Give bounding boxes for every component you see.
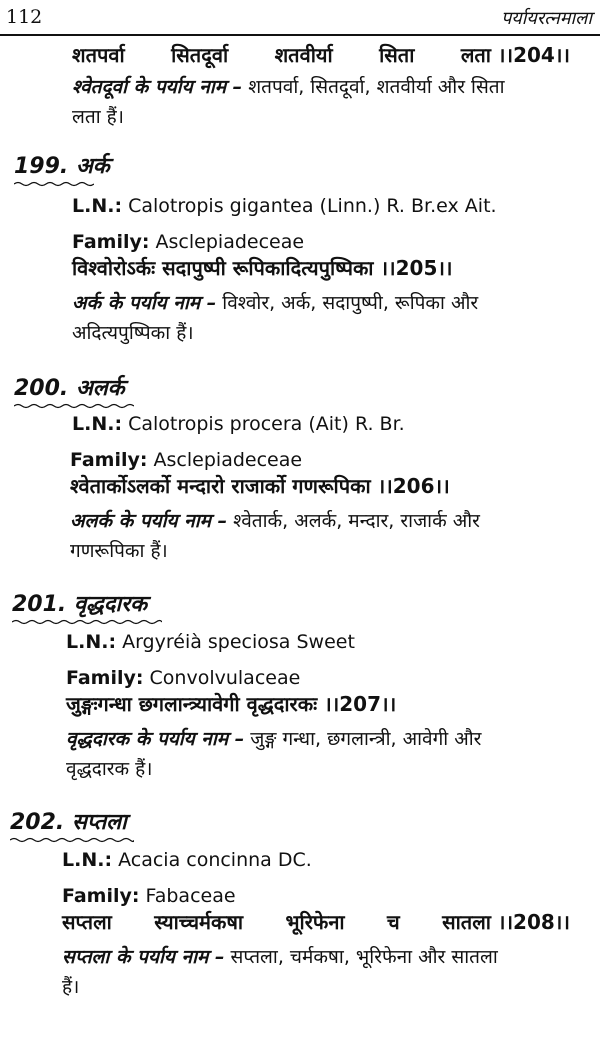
- entry-heading-202: [10, 806, 134, 843]
- synonym-text: श्वेतार्क, अलर्क, मन्दार, राजार्क और: [227, 510, 480, 532]
- family-value: Fabaceae: [139, 885, 236, 907]
- family-value: Asclepiadeceae: [149, 231, 305, 253]
- synonym-label: श्वेतदूर्वा के पर्याय नाम –: [72, 76, 243, 98]
- synonym-label: वृद्धदारक के पर्याय नाम –: [66, 728, 245, 750]
- entry-heading-200: [14, 372, 134, 409]
- synonyms-shvetadurva: [0, 72, 600, 132]
- wavy-underline: [10, 837, 134, 843]
- verse-word: शतवीर्या: [274, 43, 333, 67]
- verse-word: भूरिफेना: [285, 910, 345, 934]
- entry-200-body: [0, 412, 600, 566]
- verse-word: सिता: [379, 43, 415, 67]
- ln-label: L.N.:: [66, 631, 117, 653]
- page-number: 112: [6, 6, 43, 28]
- family-value: Asclepiadeceae: [147, 449, 303, 471]
- running-title: पर्यायरत्नमाला: [501, 8, 592, 29]
- family-label: Family:: [66, 667, 144, 689]
- page-header: [0, 0, 600, 40]
- verse-word: सितदूर्वा: [171, 43, 229, 67]
- verse-word: च: [387, 910, 400, 934]
- ln-label: L.N.:: [72, 195, 123, 217]
- synonym-label: अलर्क के पर्याय नाम –: [70, 510, 228, 532]
- header-rule: [0, 34, 600, 36]
- family-label: Family:: [62, 885, 140, 907]
- synonym-text-cont: वृद्धदारक हैं।: [66, 758, 153, 780]
- entry-heading-text: 201. वृद्धदारक: [12, 592, 148, 617]
- ln-value: Argyréià speciosa Sweet: [116, 631, 355, 653]
- synonym-text-cont: गणरूपिका हैं।: [70, 540, 168, 562]
- ln-value: Acacia concinna DC.: [112, 849, 312, 871]
- synonym-text: विश्वोर, अर्क, सदापुष्पी, रूपिका और: [216, 292, 479, 314]
- ln-label: L.N.:: [62, 849, 113, 871]
- entry-heading-201: [12, 588, 162, 625]
- verse-204: [0, 40, 600, 70]
- ln-label: L.N.:: [72, 413, 123, 435]
- synonym-text: शतपर्वा, सितदूर्वा, शतवीर्या और सिता: [242, 76, 505, 98]
- entry-201-body: [0, 630, 600, 784]
- family-label: Family:: [70, 449, 148, 471]
- synonym-text: सप्तला, चर्मकषा, भूरिफेना और सातला: [224, 946, 498, 968]
- verse-207: जुङ्गःगन्धा छगलान्त्र्यावेगी वृद्धदारकः ।।207।।: [66, 692, 397, 716]
- verse-word: लता ।।204।।: [460, 43, 570, 67]
- family-label: Family:: [72, 231, 150, 253]
- entry-202-body: [0, 848, 600, 1002]
- verse-word: शतपर्वा: [72, 43, 125, 67]
- wavy-underline: [14, 403, 134, 409]
- entry-heading-text: 202. सप्तला: [10, 810, 127, 835]
- synonym-text-cont: अदित्यपुष्पिका हैं।: [72, 322, 194, 344]
- verse-206: श्वेतार्कोऽलर्को मन्दारो राजार्को गणरूपिका ।।206।।: [70, 474, 450, 498]
- verse-word: सातला ।।208।।: [442, 910, 570, 934]
- verse-205: विश्वोरोऽर्कः सदापुष्पी रूपिकादित्यपुष्पिका ।।205।।: [72, 256, 453, 280]
- wavy-underline: [14, 181, 94, 187]
- entry-199-body: [0, 194, 600, 348]
- synonym-text: जुङ्ग गन्धा, छगलान्त्री, आवेगी और: [244, 728, 482, 750]
- entry-heading-text: 200. अलर्क: [14, 376, 125, 401]
- verse-word: सप्तला: [62, 910, 112, 934]
- synonym-text-cont: लता हैं।: [72, 106, 124, 128]
- entry-heading-text: 199. अर्क: [14, 154, 110, 179]
- ln-value: Calotropis procera (Ait) R. Br.: [122, 413, 405, 435]
- synonym-label: सप्तला के पर्याय नाम –: [62, 946, 225, 968]
- wavy-underline: [12, 619, 162, 625]
- ln-value: Calotropis gigantea (Linn.) R. Br.ex Ait.: [122, 195, 497, 217]
- synonym-label: अर्क के पर्याय नाम –: [72, 292, 217, 314]
- verse-word: स्याच्चर्मकषा: [154, 910, 244, 934]
- family-value: Convolvulaceae: [143, 667, 301, 689]
- verse-208: [62, 908, 570, 936]
- entry-heading-199: [14, 150, 110, 187]
- synonym-text-cont: हैं।: [62, 976, 80, 998]
